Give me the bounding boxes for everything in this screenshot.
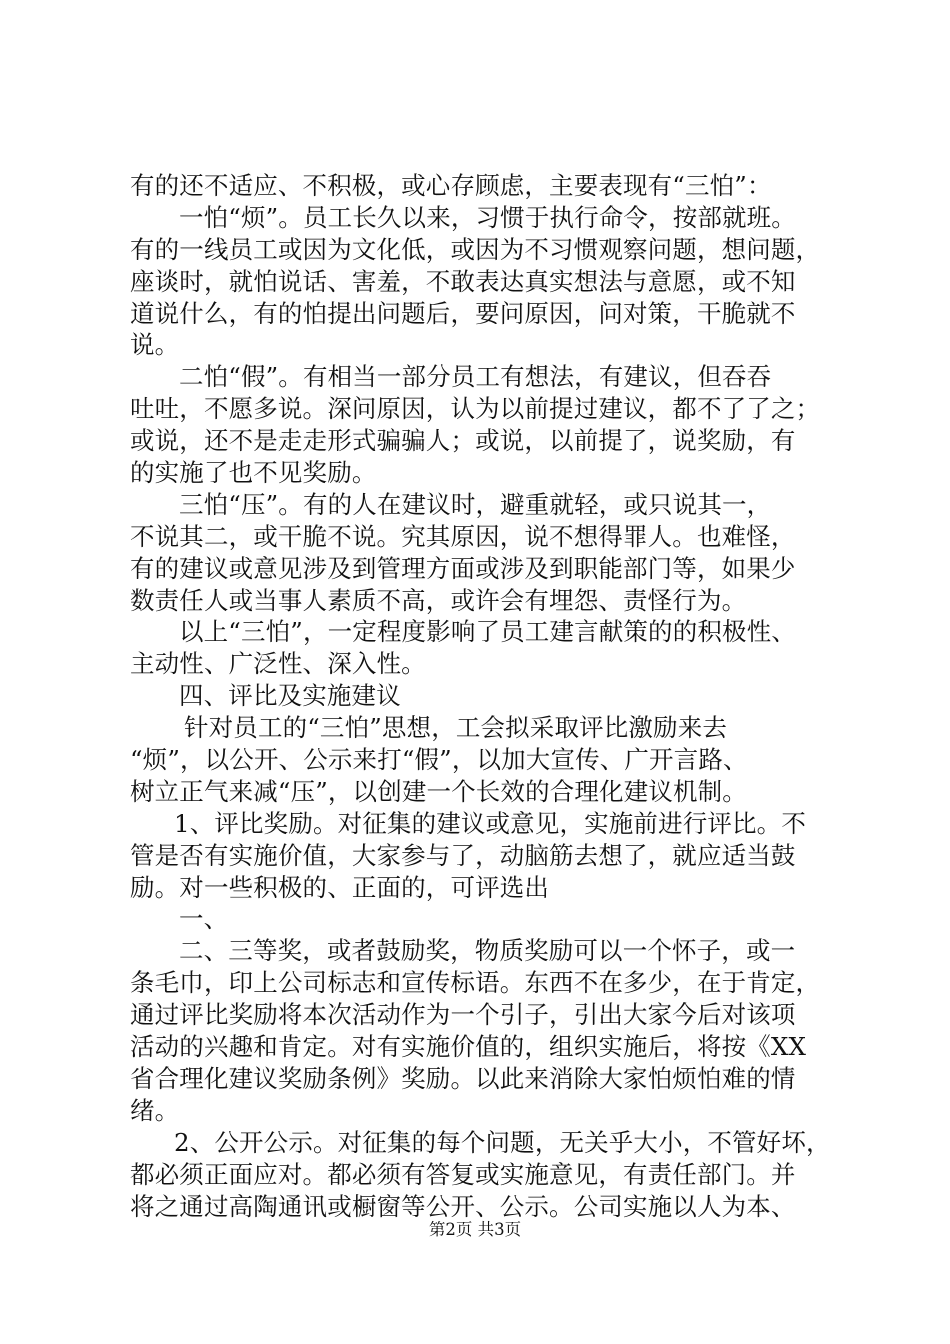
text-line: 数责任人或当事人素质不高，或许会有埋怨、责怪行为。 [130, 585, 747, 615]
text-line: 有的还不适应、不积极，或心存顾虑，主要表现有“三怕”： [130, 171, 772, 200]
text-line: 主动性、广泛性、深入性。 [130, 649, 426, 679]
text-line: 1、评比奖励。对征集的建议或意见，实施前进行评比。不 [174, 808, 806, 838]
document-body [130, 170, 840, 1222]
text-line: 励。对一些积极的、正面的，可评选出 [130, 872, 550, 902]
text-line: 2、公开公示。对征集的每个问题，无关乎大小，不管好坏， [174, 1127, 831, 1157]
text-line: 吐吐，不愿多说。深问原因，认为以前提过建议，都不了了之； [130, 394, 821, 424]
section-heading: 四、评比及实施建议 [179, 681, 401, 711]
text-line: 一、 [179, 904, 229, 934]
text-line: 都必须正面应对。都必须有答复或实施意见，有责任部门。并 [130, 1159, 796, 1189]
text-line: 树立正气来减“压”，以创建一个长效的合理化建议机制。 [130, 776, 747, 806]
text-line: “烦”，以公开、公示来打“假”，以加大宣传、广开言路、 [130, 745, 748, 775]
text-line: 有的一线员工或因为文化低，或因为不习惯观察问题，想问题， [130, 234, 821, 264]
text-line: 或说，还不是走走形式骗骗人；或说，以前提了，说奖励，有 [130, 426, 796, 456]
text-line: 二怕“假”。有相当一部分员工有想法，有建议，但吞吞 [179, 362, 772, 392]
text-line: 不说其二，或干脆不说。究其原因，说不想得罪人。也难怪， [130, 521, 796, 551]
text-line: 座谈时，就怕说话、害羞，不敢表达真实想法与意愿，或不知 [130, 266, 796, 296]
text-line: 说。 [130, 330, 180, 360]
text-line: 省合理化建议奖励条例》奖励。以此来消除大家怕烦怕难的情 [130, 1063, 796, 1093]
text-line: 通过评比奖励将本次活动作为一个引子，引出大家今后对该项 [130, 1000, 796, 1030]
page-number: 第2页 共3页 [428, 1220, 522, 1239]
text-line: 的实施了也不见奖励。 [130, 458, 377, 488]
text-line: 将之通过高陶通讯或橱窗等公开、公示。公司实施以人为本、 [130, 1191, 796, 1221]
text-line: 条毛巾，印上公司标志和宣传标语。东西不在多少，在于肯定， [130, 968, 821, 998]
text-line: 活动的兴趣和肯定。对有实施价值的，组织实施后，将按《XX [130, 1032, 807, 1062]
text-line: 一怕“烦”。员工长久以来，习惯于执行命令，按部就班。 [179, 202, 796, 232]
text-line: 二、三等奖，或者鼓励奖，物质奖励可以一个怀子，或一 [179, 936, 796, 966]
text-line: 有的建议或意见涉及到管理方面或涉及到职能部门等，如果少 [130, 553, 796, 583]
text-line: 绪。 [130, 1095, 180, 1125]
text-line: 针对员工的“三怕”思想，工会拟采取评比激励来去 [184, 713, 727, 743]
text-line: 管是否有实施价值，大家参与了，动脑筋去想了，就应适当鼓 [130, 840, 796, 870]
text-line: 道说什么，有的怕提出问题后，要问原因，问对策，干脆就不 [130, 298, 796, 328]
text-line: 三怕“压”。有的人在建议时，避重就轻，或只说其一， [179, 489, 772, 519]
text-line: 以上“三怕”，一定程度影响了员工建言献策的的积极性、 [179, 617, 796, 647]
